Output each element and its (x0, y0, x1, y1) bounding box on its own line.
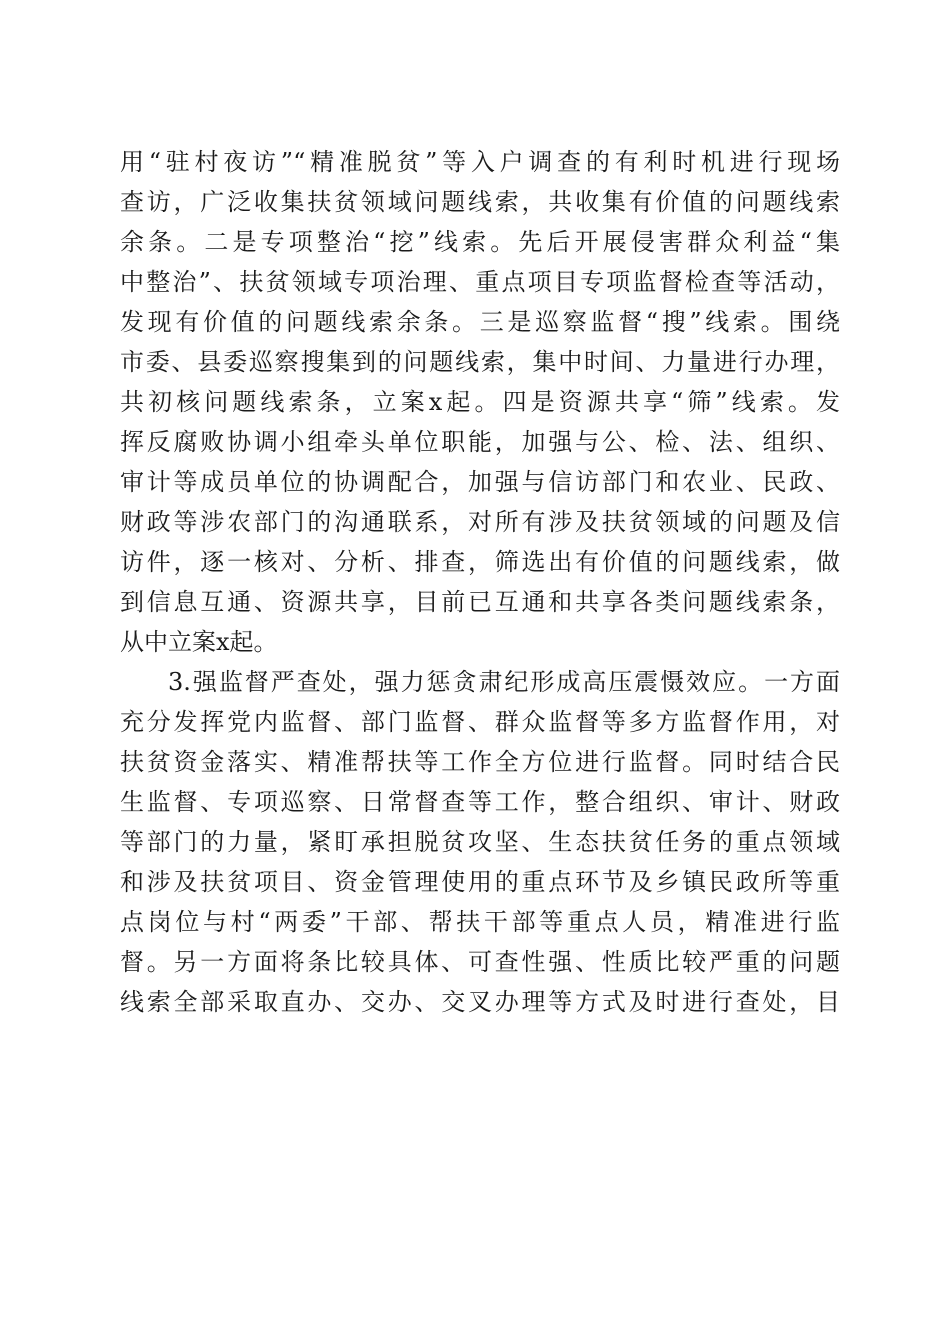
text-line: 点岗位与村“两委”干部、帮扶干部等重点人员，精准进行监 (120, 908, 840, 936)
text-line: 余条。二是专项整治“挖”线索。先后开展侵害群众利益“集 (120, 228, 840, 256)
text-line: 共初核问题线索条，立案x起。四是资源共享“筛”线索。发 (120, 388, 840, 416)
text-line: 市委、县委巡察搜集到的问题线索，集中时间、力量进行办理， (120, 348, 840, 376)
text-line: 从中立案x起。 (120, 628, 278, 656)
text-line: 督。另一方面将条比较具体、可查性强、性质比较严重的问题 (120, 948, 840, 976)
text-line: 挥反腐败协调小组牵头单位职能，加强与公、检、法、组织、 (120, 428, 840, 456)
text-line: 审计等成员单位的协调配合，加强与信访部门和农业、民政、 (120, 468, 840, 496)
text-line: 发现有价值的问题线索余条。三是巡察监督“搜”线索。围绕 (120, 308, 840, 336)
text-line: 线索全部采取直办、交办、交叉办理等方式及时进行查处，目 (120, 988, 840, 1016)
text-line: 等部门的力量，紧盯承担脱贫攻坚、生态扶贫任务的重点领域 (120, 828, 840, 856)
text-line: 查访，广泛收集扶贫领域问题线索，共收集有价值的问题线索 (120, 188, 840, 216)
section-heading-line: 3.强监督严查处，强力惩贪肃纪形成高压震慑效应。一方面 (168, 668, 840, 696)
text-line: 到信息互通、资源共享，目前已互通和共享各类问题线索条， (120, 588, 840, 616)
text-line: 充分发挥党内监督、部门监督、群众监督等多方监督作用，对 (120, 708, 840, 736)
text-line: 财政等涉农部门的沟通联系，对所有涉及扶贫领域的问题及信 (120, 508, 840, 536)
text-line: 生监督、专项巡察、日常督查等工作，整合组织、审计、财政 (120, 788, 840, 816)
text-line: 中整治”、扶贫领域专项治理、重点项目专项监督检查等活动， (120, 268, 840, 296)
text-line: 访件，逐一核对、分析、排查，筛选出有价值的问题线索，做 (120, 548, 840, 576)
text-line: 和涉及扶贫项目、资金管理使用的重点环节及乡镇民政所等重 (120, 868, 840, 896)
text-line: 用“驻村夜访”“精准脱贫”等入户调查的有利时机进行现场 (120, 148, 840, 176)
text-line: 扶贫资金落实、精准帮扶等工作全方位进行监督。同时结合民 (120, 748, 840, 776)
